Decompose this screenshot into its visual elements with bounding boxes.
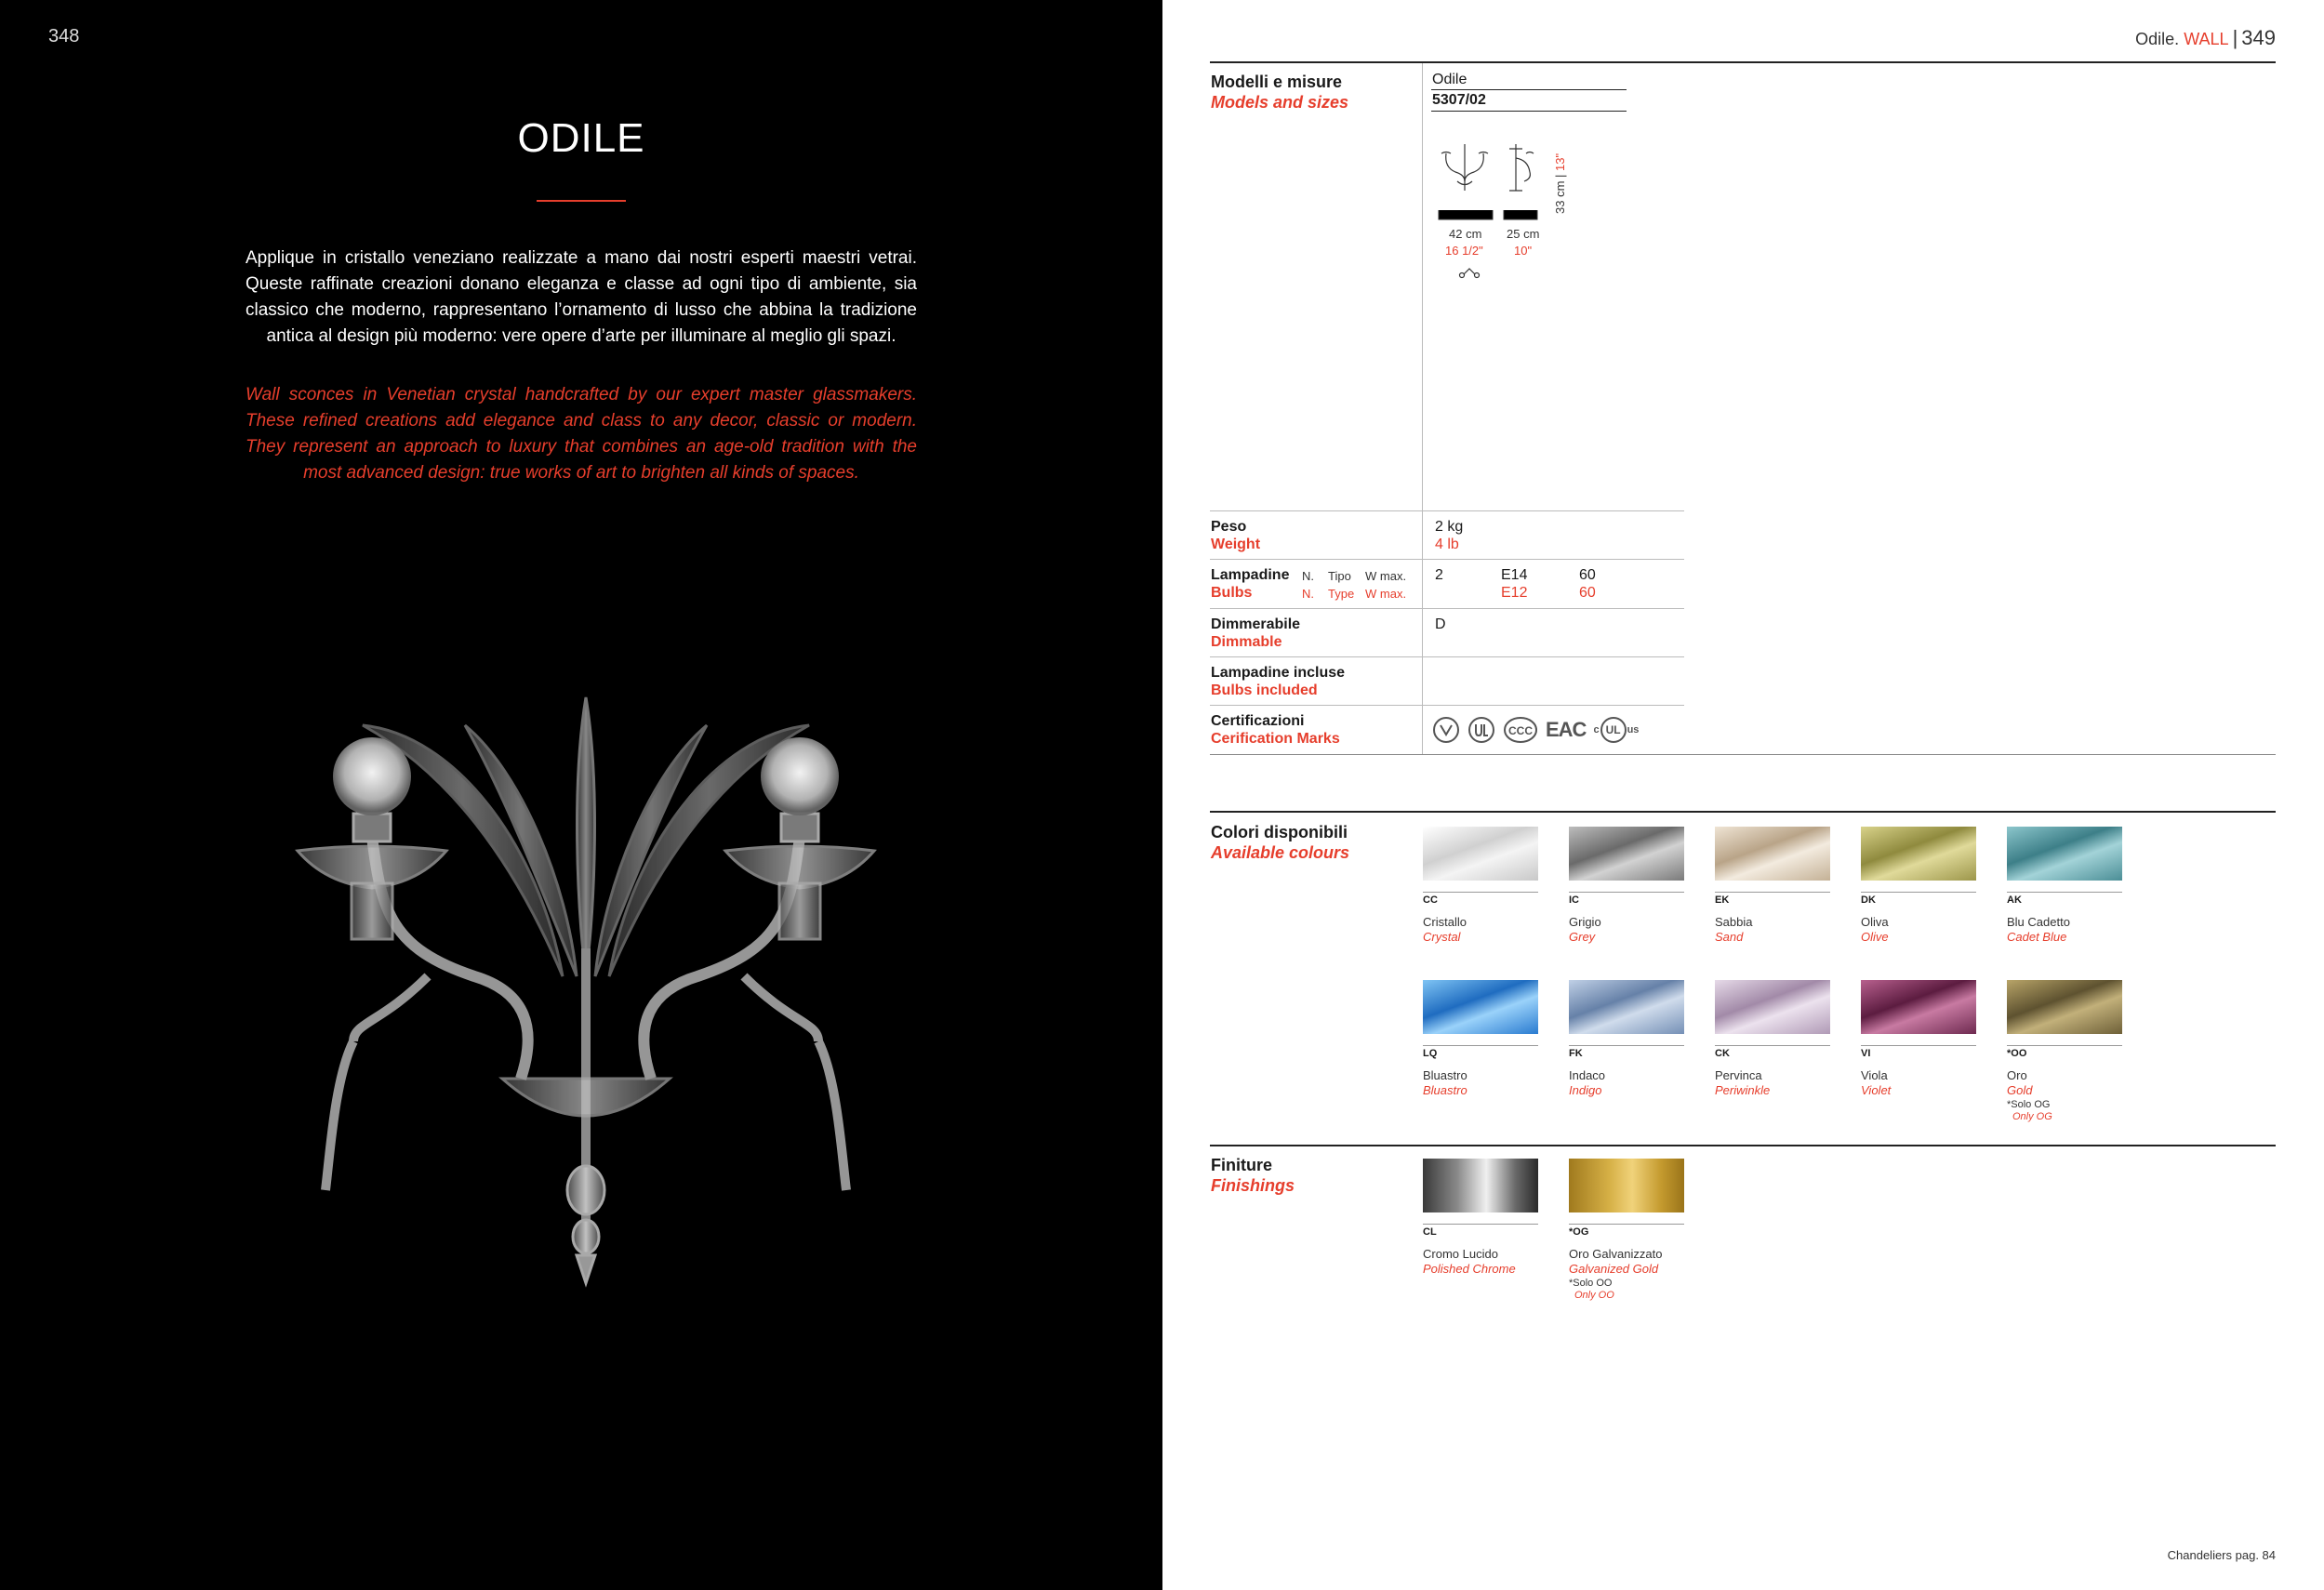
finish-name-en: Polished Chrome [1423, 1262, 1516, 1276]
colour-name-en: Olive [1861, 930, 1889, 944]
row-rule-included [1210, 656, 1684, 657]
colour-code: EK [1715, 894, 1730, 906]
dimension-lines [1437, 208, 1558, 223]
bulbs-w-label-en: W max. [1365, 587, 1407, 601]
colour-swatch-ck[interactable] [1715, 980, 1830, 1097]
bulbs-watt-us: 60 [1579, 585, 1596, 601]
colour-swatch-dk[interactable] [1861, 827, 1976, 944]
finish-code: *OG [1569, 1226, 1589, 1238]
bulbs-w-label-it: W max. [1365, 569, 1407, 583]
finish-swatch-og[interactable] [1569, 1159, 1684, 1301]
height-separator: | [1553, 174, 1567, 178]
colour-sample [1715, 827, 1830, 881]
colour-name: Grigio [1569, 915, 1601, 929]
finishes-rule [1210, 1145, 2276, 1146]
page-header [2135, 26, 2276, 50]
colour-sample [1569, 980, 1684, 1034]
model-code: 5307/02 [1432, 92, 1486, 108]
colour-sample [1423, 827, 1538, 881]
colour-sample [1569, 827, 1684, 881]
height-block [1553, 141, 1581, 216]
colour-swatch-fk[interactable] [1569, 980, 1684, 1097]
right-page-number: 349 [2241, 26, 2276, 49]
bulbs-type-eu: E14 [1501, 567, 1528, 583]
description-english: Wall sconces in Venetian crystal handcrafted by our expert master glassmakers. These refined creations add elegance and class to any decor, classic or modern. They represent an approach to luxury that combines an age-old tradition with the most advanced design: true works of art to brighten all kinds of spaces. [246, 385, 917, 483]
colour-name-en: Gold [2007, 1083, 2033, 1097]
finish-note-en: Only OO [1574, 1290, 1614, 1301]
colour-name: Blu Cadetto [2007, 915, 2070, 929]
height-cm: 33 cm [1553, 180, 1567, 214]
bulbs-label-en: Bulbs [1211, 585, 1253, 601]
colour-code: DK [1861, 894, 1876, 906]
finish-code: CL [1423, 1226, 1437, 1238]
row-rule-dimmable [1210, 608, 1684, 609]
c-ul-us-us: us [1627, 724, 1640, 735]
colour-name: Oliva [1861, 915, 1889, 929]
eac-icon: EAC [1546, 718, 1587, 741]
model-name: Odile [1432, 72, 1467, 87]
right-page [1162, 0, 2324, 1590]
colour-name-en: Crystal [1423, 930, 1461, 944]
colour-code: AK [2007, 894, 2022, 906]
colour-swatch-vi[interactable] [1861, 980, 1976, 1097]
weight-lb: 4 lb [1435, 537, 1459, 552]
bulbs-n-label-it: N. [1302, 569, 1314, 583]
weight-label-en: Weight [1211, 537, 1261, 552]
colour-code: FK [1569, 1048, 1583, 1059]
finish-swatch-cl[interactable] [1423, 1159, 1538, 1276]
row-rule-cert [1210, 705, 1684, 706]
finish-sample [1569, 1159, 1684, 1212]
colour-name-en: Grey [1569, 930, 1596, 944]
bulbs-label-it: Lampadine [1211, 567, 1290, 583]
colour-swatch-cc[interactable] [1423, 827, 1538, 944]
colour-sample [1861, 980, 1976, 1034]
colour-swatch-lq[interactable] [1423, 980, 1538, 1097]
width-cm: 42 cm [1449, 227, 1482, 241]
spec-bottom-rule [1210, 754, 2276, 755]
model-rule-1 [1431, 89, 1627, 90]
cert-label-en: Cerification Marks [1211, 731, 1340, 747]
header-product: Odile. [2135, 30, 2180, 48]
dimmable-value: D [1435, 616, 1446, 632]
row-rule-bulbs [1210, 559, 1684, 560]
colour-swatch-oo[interactable] [2007, 980, 2122, 1122]
bulbs-watt-eu: 60 [1579, 567, 1596, 583]
svg-text:CCC: CCC [1508, 724, 1533, 737]
spec-vertical-divider [1422, 63, 1423, 755]
finishes-label-it: Finiture [1211, 1156, 1272, 1174]
model-rule-2 [1431, 111, 1627, 112]
description-italian: Applique in cristallo veneziano realizzate a mano dai nostri esperti maestri vetrai. Queste raffinate creazioni donano eleganza e classe ad ogni tipo di ambiente, sia classico che moderno, rappresentano l’ornamento di lusso che abbina la tradizione antica al design più moderno: vere opere d’arte per illuminare al meglio gli spazi. [246, 248, 917, 346]
page-title: ODILE [517, 115, 645, 161]
dimmable-label-en: Dimmable [1211, 634, 1282, 650]
finish-sample [1423, 1159, 1538, 1212]
colour-name: Cristallo [1423, 915, 1467, 929]
colours-label-it: Colori disponibili [1211, 823, 1348, 841]
colour-code: *OO [2007, 1048, 2027, 1059]
bulbs-count: 2 [1435, 567, 1443, 583]
colour-name-en: Cadet Blue [2007, 930, 2067, 944]
models-label-en: Models and sizes [1211, 93, 1349, 112]
weight-kg: 2 kg [1435, 519, 1464, 535]
ccc-icon [1503, 716, 1538, 744]
colour-code: LQ [1423, 1048, 1438, 1059]
colour-note-en: Only OG [2012, 1111, 2052, 1122]
footer-reference: Chandeliers pag. 84 [2167, 1548, 2276, 1562]
colour-name-en: Bluastro [1423, 1083, 1467, 1097]
colour-sample [2007, 980, 2122, 1034]
colour-name-en: Periwinkle [1715, 1083, 1771, 1097]
top-rule [1210, 61, 2276, 63]
colour-sample [1715, 980, 1830, 1034]
ul-circle-icon [1467, 716, 1495, 744]
c-ul-us-ul: UL [1600, 717, 1627, 743]
header-separator: | [2232, 26, 2238, 49]
colour-name-en: Sand [1715, 930, 1744, 944]
models-label-it: Modelli e misure [1211, 73, 1343, 91]
colour-code: CK [1715, 1048, 1730, 1059]
colour-swatch-ek[interactable] [1715, 827, 1830, 944]
colour-swatch-ak[interactable] [2007, 827, 2122, 944]
included-label-en: Bulbs included [1211, 682, 1318, 698]
cert-marks [1432, 716, 1639, 744]
colour-name: Indaco [1569, 1068, 1606, 1082]
colour-name: Sabbia [1715, 915, 1753, 929]
sconce-drawing [1437, 139, 1558, 214]
finish-note: *Solo OO [1569, 1278, 1613, 1289]
included-label-it: Lampadine incluse [1211, 665, 1346, 681]
finishes-label-en: Finishings [1211, 1176, 1295, 1195]
ul-star-icon [1432, 716, 1460, 744]
bulbs-type-label-it: Tipo [1328, 569, 1351, 583]
colour-code: VI [1861, 1048, 1871, 1059]
finish-name: Oro Galvanizzato [1569, 1247, 1663, 1261]
colour-sample [1423, 980, 1538, 1034]
colour-code: CC [1423, 894, 1438, 906]
height-in: 13" [1553, 152, 1567, 171]
colour-sample [1861, 827, 1976, 881]
wall-mount-icon [1458, 266, 1481, 279]
title-divider [537, 200, 626, 202]
colour-name-en: Violet [1861, 1083, 1892, 1097]
depth-in: 10" [1514, 244, 1533, 258]
c-ul-us-c: c [1593, 724, 1600, 735]
finish-name: Cromo Lucido [1423, 1247, 1498, 1261]
row-rule-weight [1210, 510, 1684, 511]
colour-name: Viola [1861, 1068, 1888, 1082]
colour-name-en: Indigo [1569, 1083, 1602, 1097]
colours-label-en: Available colours [1211, 843, 1350, 862]
colours-rule [1210, 811, 2276, 813]
depth-cm: 25 cm [1507, 227, 1540, 241]
bulbs-type-label-en: Type [1328, 587, 1355, 601]
width-in: 16 1/2" [1445, 244, 1483, 258]
c-ul-us-icon [1593, 717, 1639, 743]
colour-name: Bluastro [1423, 1068, 1467, 1082]
weight-label-it: Peso [1211, 519, 1247, 535]
colour-note: *Solo OG [2007, 1099, 2051, 1110]
finish-name-en: Galvanized Gold [1569, 1262, 1659, 1276]
colour-swatch-ic[interactable] [1569, 827, 1684, 944]
cert-label-it: Certificazioni [1211, 713, 1305, 729]
lamp-photo [242, 669, 930, 1302]
colour-code: IC [1569, 894, 1579, 906]
header-section: WALL [2184, 30, 2229, 48]
dimmable-label-it: Dimmerabile [1211, 616, 1301, 632]
colour-sample [2007, 827, 2122, 881]
colour-name: Oro [2007, 1068, 2027, 1082]
bulbs-n-label-en: N. [1302, 587, 1314, 601]
colour-name: Pervinca [1715, 1068, 1762, 1082]
left-page-number: 348 [48, 26, 80, 46]
bulbs-type-us: E12 [1501, 585, 1528, 601]
